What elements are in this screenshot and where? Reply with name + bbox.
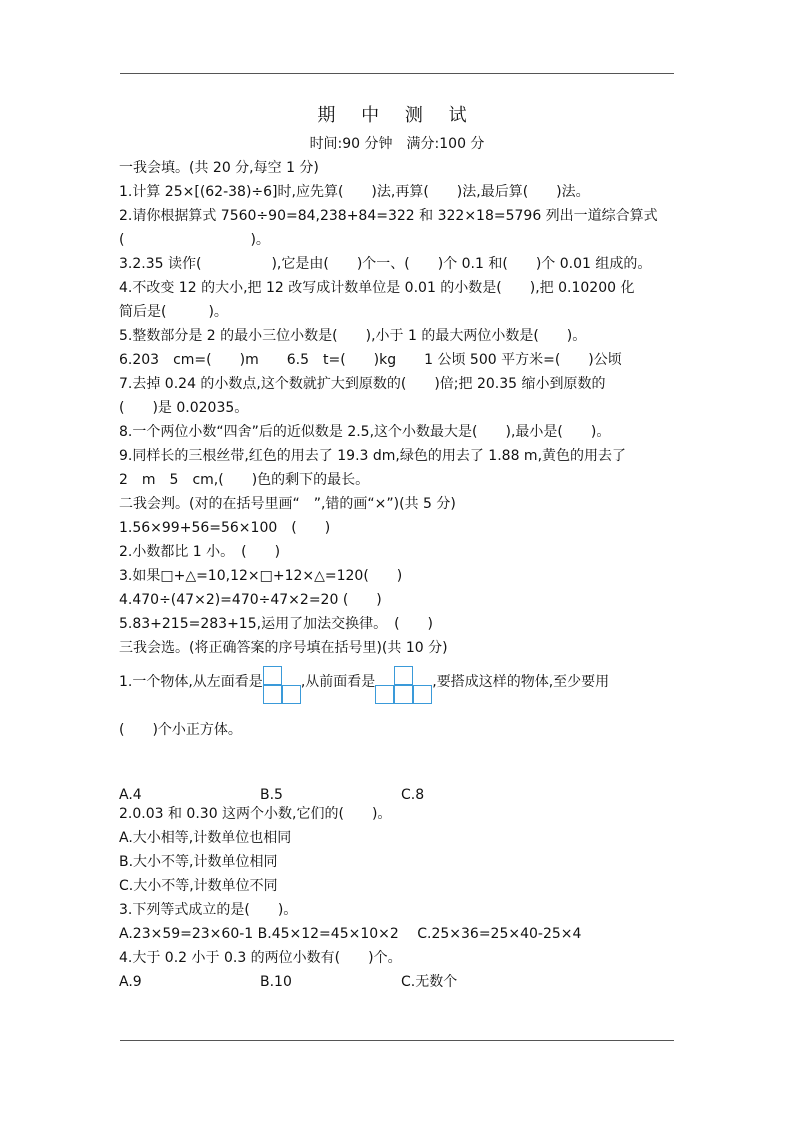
s1-line: 2 m 5 cm,( )色的剩下的最长。 [119, 472, 370, 488]
q3-stem: 3.下列等式成立的是( )。 [119, 902, 298, 918]
top-rule [120, 73, 674, 74]
q1-text-b: ,从前面看是 [300, 674, 376, 690]
choice-c: C.8 [401, 787, 425, 803]
s1-line: ( )是 0.02035。 [119, 400, 249, 416]
q1-choices [119, 756, 679, 802]
section2-heading: 二我会判。(对的在括号里画“ ”,错的画“×”)(共 5 分) [119, 496, 456, 512]
s1-line: 5.整数部分是 2 的最小三位小数是( ),小于 1 的最大两位小数是( )。 [119, 328, 587, 344]
s1-line: 4.不改变 12 的大小,把 12 改写成计数单位是 0.01 的小数是( ),把 0.10200 化 [119, 280, 635, 296]
cube-square [375, 685, 394, 704]
q1-line [119, 660, 679, 704]
s1-line: ( )。 [119, 232, 270, 248]
q2-stem: 2.0.03 和 0.30 这两个小数,它们的( )。 [119, 806, 392, 822]
exam-content [119, 156, 679, 994]
s1-line: 8.一个两位小数“四舍”后的近似数是 2.5,这个小数最大是( ),最小是( )。 [119, 424, 611, 440]
s1-line: 6.203 cm=( )m 6.5 t=( )kg 1 公顷 500 平方米=( )公顷 [119, 352, 622, 368]
s1-line: 9.同样长的三根丝带,红色的用去了 19.3 dm,绿色的用去了 1.88 m,黄色的用去了 [119, 448, 627, 464]
s1-line: 2.请你根据算式 7560÷90=84,238+84=322 和 322×18=5796 列出一道综合算式 [119, 208, 658, 224]
s1-line: 7.去掉 0.24 的小数点,这个数就扩大到原数的( )倍;把 20.35 缩小到原数的 [119, 376, 606, 392]
bottom-rule [120, 1040, 674, 1041]
cube-square [263, 666, 282, 685]
cube-square [394, 685, 413, 704]
cube-square [394, 666, 413, 685]
q2-choice-b: B.大小不等,计数单位相同 [119, 854, 278, 870]
cube-square [263, 685, 282, 704]
s2-line: 3.如果□+△=10,12×□+12×△=120( ) [119, 568, 403, 584]
choice-c: C.无数个 [401, 974, 458, 990]
q3-choices: A.23×59=23×60-1 B.45×12=45×10×2 C.25×36=25×40-25×4 [119, 926, 582, 942]
s1-line: 简后是( )。 [119, 304, 228, 320]
s2-line: 4.470÷(47×2)=470÷47×2=20 ( ) [119, 592, 382, 608]
page-title: 期 中 测 试 [317, 105, 477, 126]
s1-line: 3.2.35 读作( ),它是由( )个一、( )个 0.1 和( )个 0.01 组成的。 [119, 256, 652, 272]
q2-choice-c: C.大小不等,计数单位不同 [119, 878, 278, 894]
s2-line: 2.小数都比 1 小。 ( ) [119, 544, 281, 560]
q1-text-a: 1.一个物体,从左面看是 [119, 674, 263, 690]
front-view-figure [375, 666, 432, 704]
q4-stem: 4.大于 0.2 小于 0.3 的两位小数有( )个。 [119, 950, 402, 966]
exam-info: 时间:90 分钟 满分:100 分 [309, 136, 485, 152]
choice-a: A.4 [119, 787, 142, 803]
section3-heading: 三我会选。(将正确答案的序号填在括号里)(共 10 分) [119, 640, 448, 656]
section1-heading: 一我会填。(共 20 分,每空 1 分) [119, 160, 319, 176]
choice-b: B.5 [260, 787, 283, 803]
q1-line2: ( )个小正方体。 [119, 722, 242, 738]
choice-a: A.9 [119, 974, 142, 990]
s2-line: 5.83+215=283+15,运用了加法交换律。 ( ) [119, 616, 433, 632]
s2-line: 1.56×99+56=56×100 ( ) [119, 520, 331, 536]
left-view-figure [263, 666, 301, 704]
cube-square [282, 685, 301, 704]
q4-choices [119, 970, 679, 994]
s1-line: 1.计算 25×[(62-38)÷6]时,应先算( )法,再算( )法,最后算( )法。 [119, 184, 590, 200]
cube-square [413, 685, 432, 704]
choice-b: B.10 [260, 974, 292, 990]
q2-choice-a: A.大小相等,计数单位也相同 [119, 830, 292, 846]
q1-text-c: ,要搭成这样的物体,至少要用 [432, 674, 610, 690]
